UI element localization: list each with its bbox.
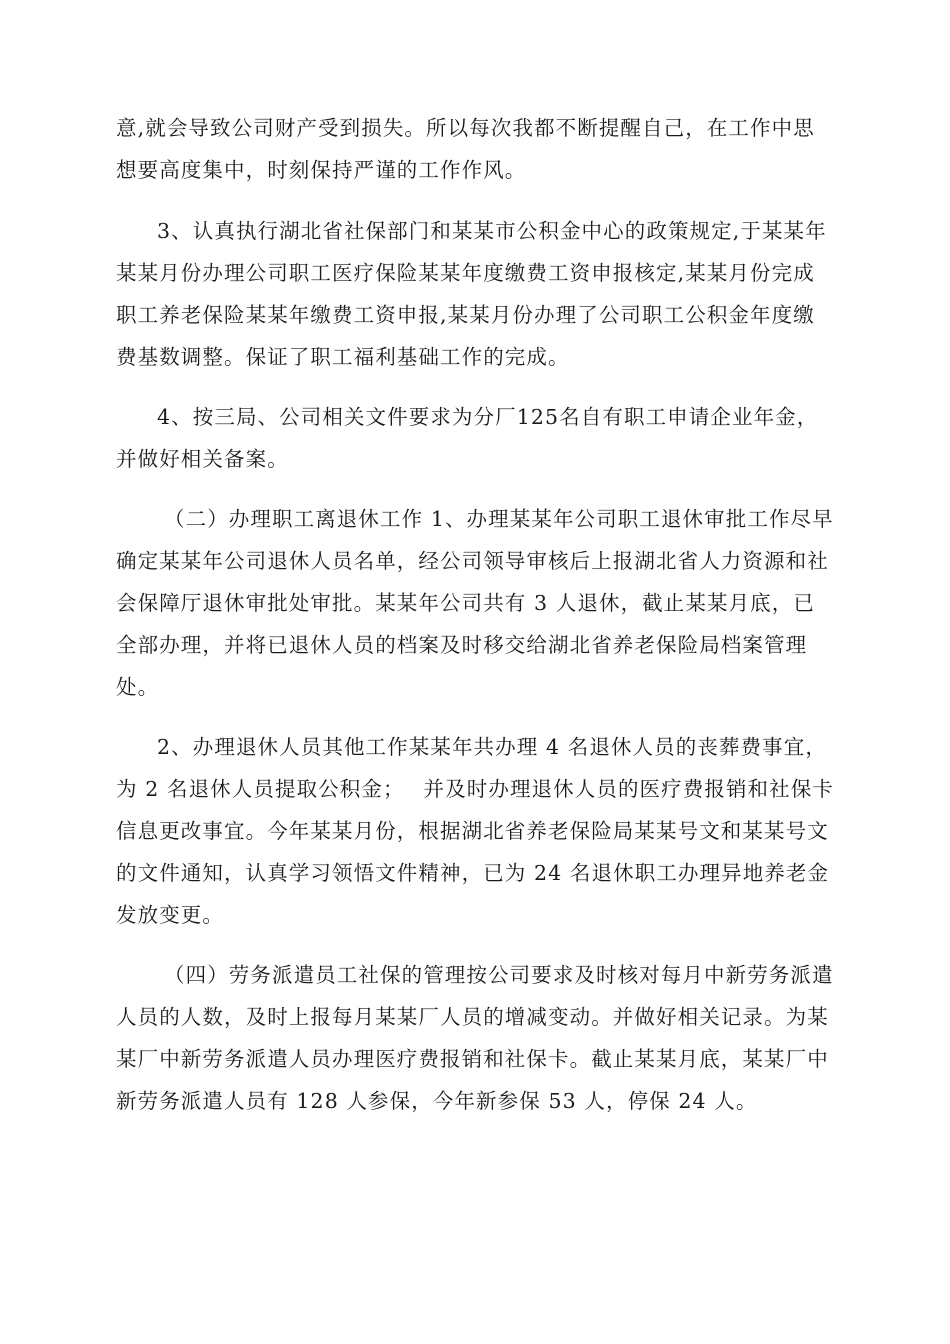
paragraph-item-3: 3、认真执行湖北省社保部门和某某市公积金中心的政策规定,于某某年某某月份办理公司职工医疗保险某某年度缴费工资申报核定,某某月份完成职工养老保险某某年缴费工资申报,某某月份办理了公司职工公积金年度缴费基数调整。保证了职工福利基础工作的完成。 xyxy=(116,219,827,369)
paragraph-item-4: 4、按三局、公司相关文件要求为分厂125名自有职工申请企业年金，并做好相关备案。 xyxy=(116,405,819,471)
paragraph-retiree-other-work: 2、办理退休人员其他工作某某年共办理 4 名退休人员的丧葬费事宜，为 2 名退休人员提取公积金； 并及时办理退休人员的医疗费报销和社保卡信息更改事宜。今年某某月份，根据湖北省养老保险局某某号文和某某号文的文件通知，认真学习领悟文件精神，已为 24 名退休职工办理异地养老金发放变更。 xyxy=(116,735,834,927)
paragraph-section-4-dispatch: （四）劳务派遣员工社保的管理按公司要求及时核对每月中新劳务派遣人员的人数，及时上报每月某某厂人员的增减变动。并做好相关记录。为某某厂中新劳务派遣人员办理医疗费报销和社保卡。截止某某月底，某某厂中新劳务派遣人员有 128 人参保，今年新参保 53 人，停保 24 人。 xyxy=(116,963,834,1113)
paragraph-continuation: 意,就会导致公司财产受到损失。所以每次我都不断提醒自己，在工作中思想要高度集中，时刻保持严谨的工作作风。 xyxy=(116,116,815,182)
paragraph-section-2-retirement: （二）办理职工离退休工作 1、办理某某年公司职工退休审批工作尽早确定某某年公司退休人员名单，经公司领导审核后上报湖北省人力资源和社会保障厅退休审批处审批。某某年公司共有 3 人退休，截止某某月底，已全部办理，并将已退休人员的档案及时移交给湖北省养老保险局档案管理处。 xyxy=(116,507,834,699)
document-body xyxy=(116,107,836,1140)
